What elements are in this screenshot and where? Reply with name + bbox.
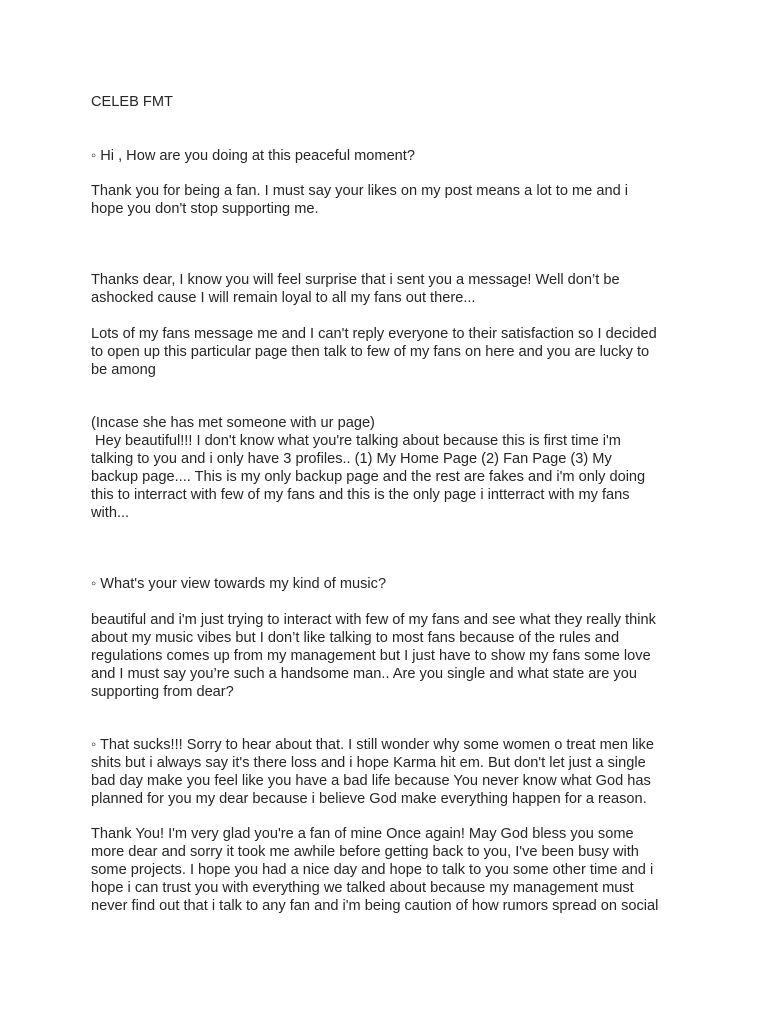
paragraph-line: (Incase she has met someone with ur page): [91, 415, 375, 431]
paragraph-line: beautiful and i'm just trying to interact with few of my fans and see what they really think: [91, 612, 656, 628]
paragraph-line: backup page.... This is my only backup page and the rest are fakes and i'm only doing: [91, 469, 646, 485]
paragraph-line: supporting from dear?: [91, 684, 234, 700]
paragraph-line: regulations comes up from my management but I just have to show my fans some love: [91, 648, 651, 664]
paragraph-line: hope you don't stop supporting me.: [91, 201, 319, 217]
paragraph-line: with...: [91, 505, 130, 521]
paragraph-line: and I must say you’re such a handsome man.. Are you single and what state are you: [91, 666, 637, 682]
paragraph-line: shits but i always say it's there loss and i hope Karma hit em. But don't let just a single: [91, 755, 646, 771]
paragraph-line: some projects. I hope you had a nice day and hope to talk to you some other time and i: [91, 862, 654, 878]
paragraph-line: hope i can trust you with everything we talked about because my management must: [91, 880, 634, 896]
paragraph-line: to open up this particular page then talk to few of my fans on here and you are lucky to: [91, 344, 650, 360]
paragraph-line: Hey beautiful!!! I don't know what you're talking about because this is first time i'm: [91, 433, 621, 449]
paragraph-line: Lots of my fans message me and I can't reply everyone to their satisfaction so I decided: [91, 326, 657, 342]
paragraph-line: planned for you my dear because i believe God make everything happen for a reason.: [91, 791, 647, 807]
paragraph-line: more dear and sorry it took me awhile before getting back to you, I've been busy with: [91, 844, 639, 860]
paragraph-line: about my music vibes but I don’t like talking to most fans because of the rules and: [91, 630, 620, 646]
paragraph-line: Thank You! I'm very glad you're a fan of mine Once again! May God bless you some: [91, 826, 634, 842]
paragraph-line: ◦ What's your view towards my kind of music?: [91, 576, 387, 592]
paragraph-line: ◦ That sucks!!! Sorry to hear about that. I still wonder why some women o treat men like: [91, 737, 654, 753]
paragraph-line: never find out that i talk to any fan and i'm being caution of how rumors spread on social: [91, 898, 659, 914]
paragraph-line: talking to you and i only have 3 profiles.. (1) My Home Page (2) Fan Page (3) My: [91, 451, 612, 467]
paragraph-line: ashocked cause I will remain loyal to all my fans out there...: [91, 290, 476, 306]
paragraph-line: Thanks dear, I know you will feel surprise that i sent you a message! Well don’t be: [91, 272, 620, 288]
paragraph-line: this to interract with few of my fans and this is the only page i intterract with my fans: [91, 487, 630, 503]
paragraph-line: be among: [91, 362, 156, 378]
paragraph-line: Thank you for being a fan. I must say your likes on my post means a lot to me and i: [91, 183, 628, 199]
paragraph-line: bad day make you feel like you have a bad life because You never know what God has: [91, 773, 651, 789]
paragraph-line: ◦ Hi , How are you doing at this peaceful moment?: [91, 148, 415, 164]
document-title: CELEB FMT: [91, 94, 173, 110]
